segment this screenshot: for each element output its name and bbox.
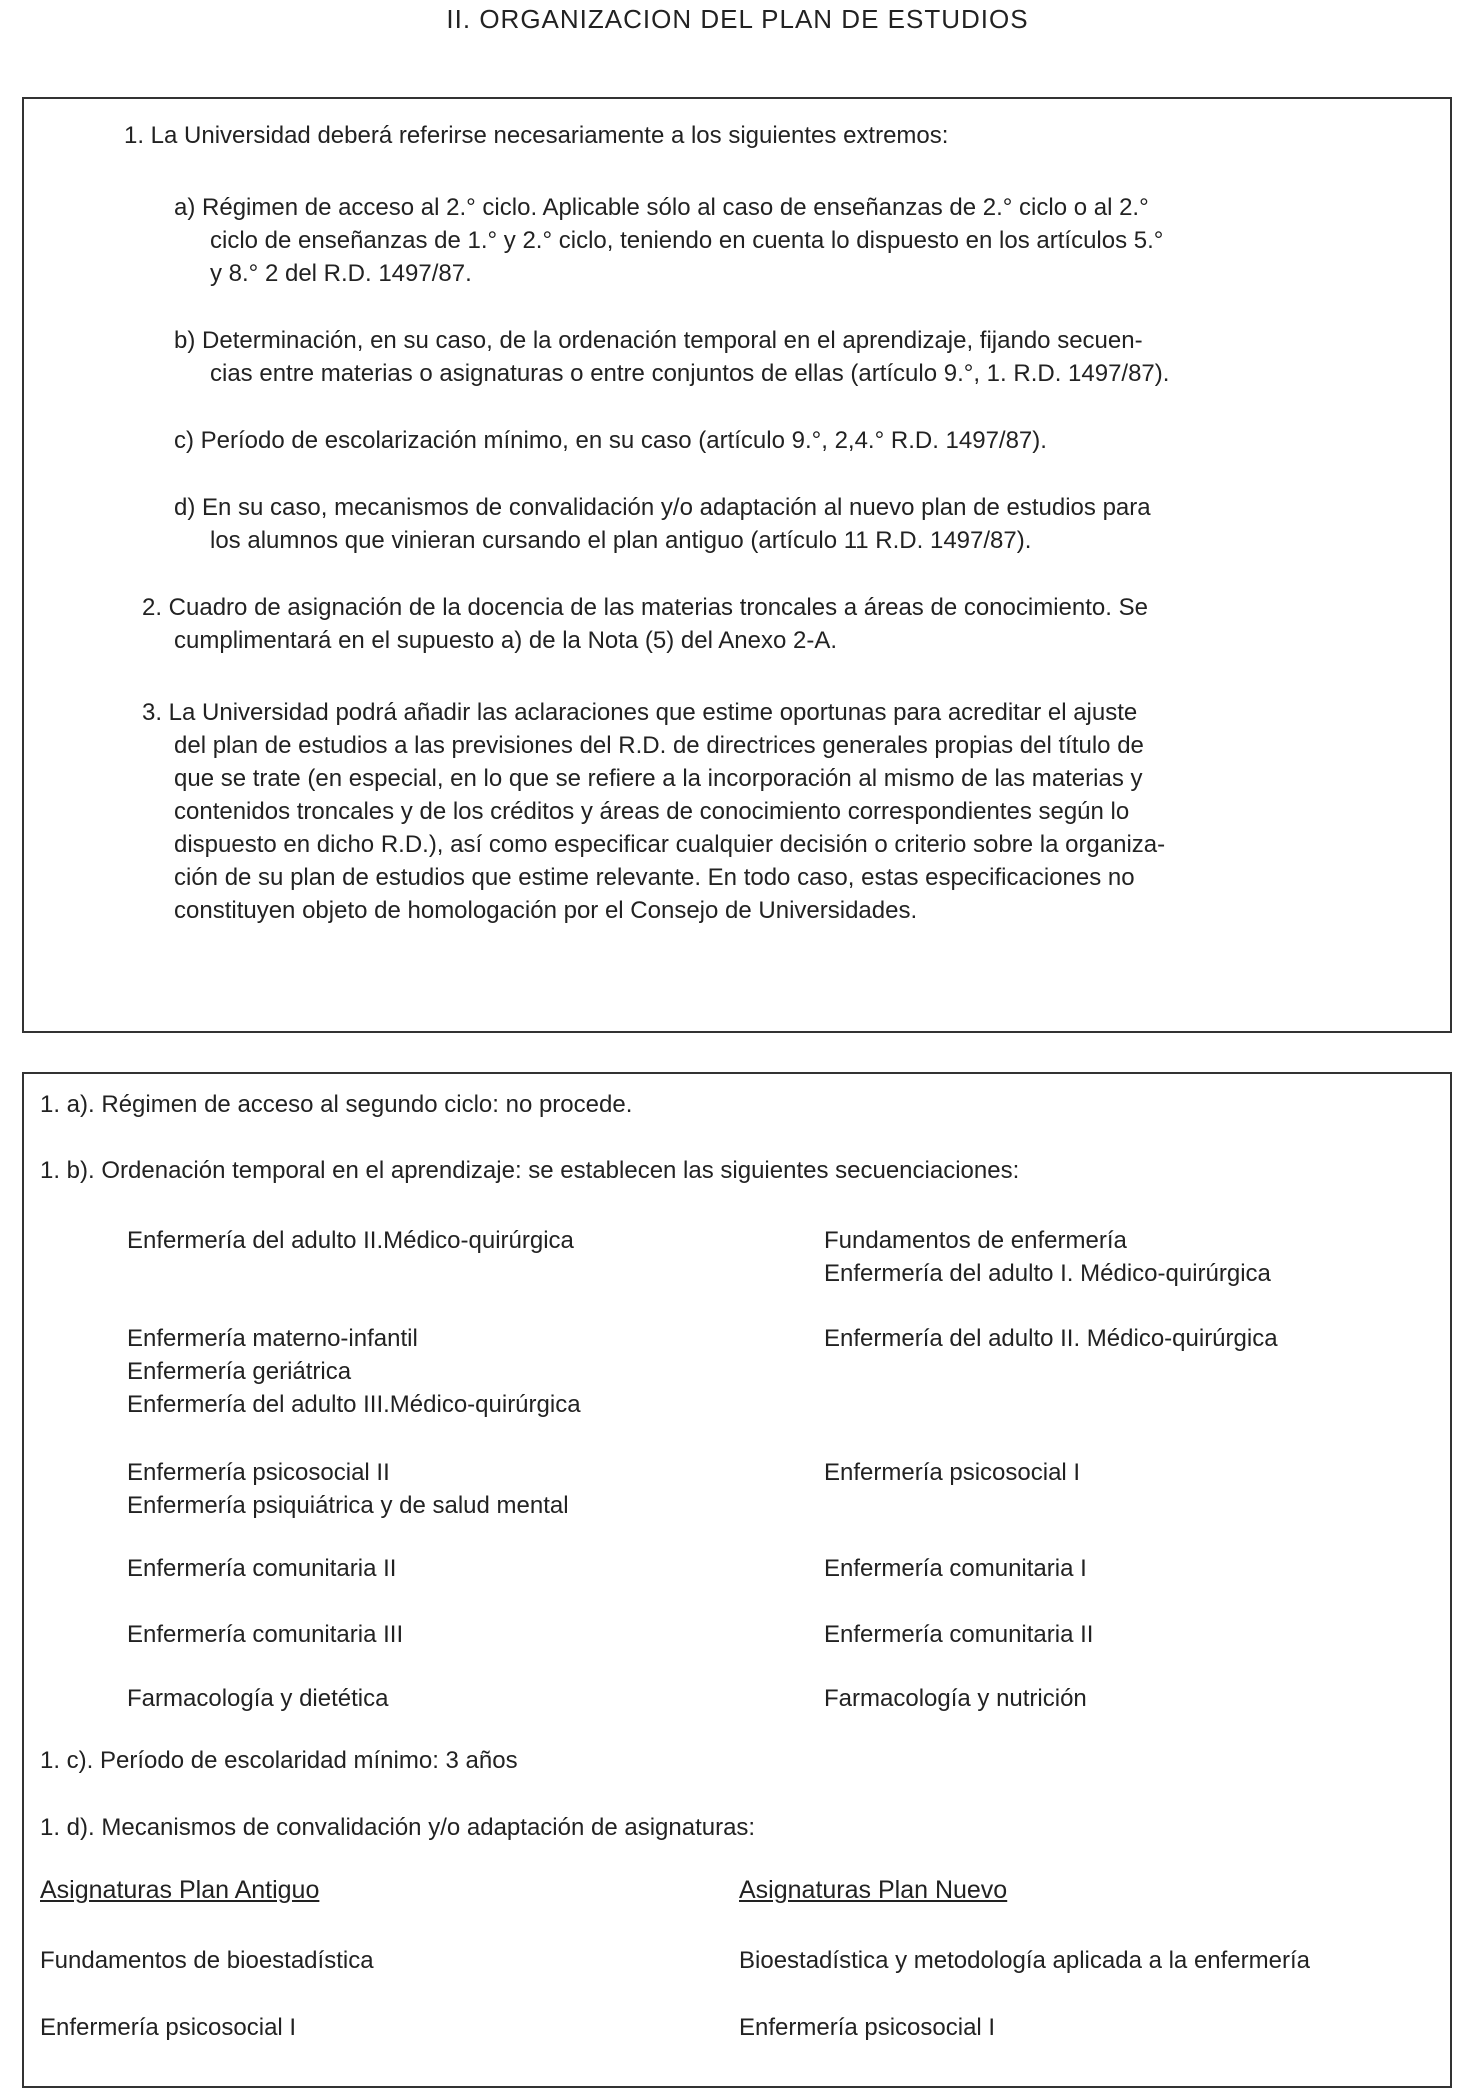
table-cell-new: Enfermería psicosocial I xyxy=(739,2014,996,2041)
seq-right-item: Enfermería psicosocial I xyxy=(824,1459,1081,1486)
table-header-new: Asignaturas Plan Nuevo xyxy=(739,1876,1008,1904)
item1d-line1: d) En su caso, mecanismos de convalidación y/o adaptación al nuevo plan de estudios para xyxy=(174,494,1151,521)
item1b-line2: cias entre materias o asignaturas o entre conjuntos de ellas (artículo 9.°, 1. R.D. 1497/87). xyxy=(210,360,1170,387)
item2-line2: cumplimentará en el supuesto a) de la Nota (5) del Anexo 2-A. xyxy=(174,627,838,654)
seq-left-item: Enfermería comunitaria III xyxy=(127,1621,404,1648)
page-title: II. ORGANIZACION DEL PLAN DE ESTUDIOS xyxy=(446,4,1029,34)
item1d-line2: los alumnos que vinieran cursando el plan antiguo (artículo 11 R.D. 1497/87). xyxy=(210,527,1032,554)
item3-line5: dispuesto en dicho R.D.), así como especificar cualquier decisión o criterio sobre la organiza- xyxy=(174,831,1166,858)
answers-box xyxy=(22,1072,1452,2088)
seq-right-item: Fundamentos de enfermería xyxy=(824,1227,1127,1254)
item3-line3: que se trate (en especial, en lo que se refiere a la incorporación al mismo de las materias y xyxy=(174,765,1143,792)
seq-right-item: Enfermería del adulto II. Médico-quirúrgica xyxy=(824,1325,1278,1352)
answer-1b: 1. b). Ordenación temporal en el aprendizaje: se establecen las siguientes secuenciaciones: xyxy=(40,1157,1020,1184)
item1a-line2: ciclo de enseñanzas de 1.° y 2.° ciclo, teniendo en cuenta lo dispuesto en los artículos 5.° xyxy=(210,227,1164,254)
table-cell-old: Enfermería psicosocial I xyxy=(40,2014,297,2041)
answer-1a: 1. a). Régimen de acceso al segundo ciclo: no procede. xyxy=(40,1091,633,1118)
seq-right-item: Enfermería del adulto I. Médico-quirúrgica xyxy=(824,1260,1271,1287)
item1-intro: 1. La Universidad deberá referirse necesariamente a los siguientes extremos: xyxy=(124,122,949,149)
seq-left-item: Enfermería geriátrica xyxy=(127,1358,352,1385)
seq-left-item: Enfermería materno-infantil xyxy=(127,1325,418,1352)
table-cell-new: Bioestadística y metodología aplicada a la enfermería xyxy=(739,1947,1310,1974)
item1a-line1: a) Régimen de acceso al 2.° ciclo. Aplicable sólo al caso de enseñanzas de 2.° ciclo o al 2.° xyxy=(174,194,1149,221)
instructions-box xyxy=(22,97,1452,1033)
item1a-line3: y 8.° 2 del R.D. 1497/87. xyxy=(210,260,472,287)
seq-right-item: Farmacología y nutrición xyxy=(824,1685,1087,1712)
seq-right-item: Enfermería comunitaria II xyxy=(824,1621,1094,1648)
seq-left-item: Enfermería del adulto III.Médico-quirúrgica xyxy=(127,1391,581,1418)
item3-line6: ción de su plan de estudios que estime relevante. En todo caso, estas especificaciones no xyxy=(174,864,1135,891)
seq-left-item: Enfermería psiquiátrica y de salud mental xyxy=(127,1492,569,1519)
table-cell-old: Fundamentos de bioestadística xyxy=(40,1947,374,1974)
item1b-line1: b) Determinación, en su caso, de la ordenación temporal en el aprendizaje, fijando secuen- xyxy=(174,327,1143,354)
item3-line4: contenidos troncales y de los créditos y áreas de conocimiento correspondientes según lo xyxy=(174,798,1130,825)
item2-line1: 2. Cuadro de asignación de la docencia de las materias troncales a áreas de conocimiento. Se xyxy=(142,594,1148,621)
answer-1c: 1. c). Período de escolaridad mínimo: 3 años xyxy=(40,1747,518,1774)
item3-line2: del plan de estudios a las previsiones del R.D. de directrices generales propias del título de xyxy=(174,732,1144,759)
item3-line1: 3. La Universidad podrá añadir las aclaraciones que estime oportunas para acreditar el ajuste xyxy=(142,699,1138,726)
seq-left-item: Enfermería del adulto II.Médico-quirúrgica xyxy=(127,1227,574,1254)
item3-line7: constituyen objeto de homologación por el Consejo de Universidades. xyxy=(174,897,918,924)
seq-left-item: Farmacología y dietética xyxy=(127,1685,389,1712)
table-header-old: Asignaturas Plan Antiguo xyxy=(40,1876,320,1904)
seq-left-item: Enfermería comunitaria II xyxy=(127,1555,397,1582)
seq-right-item: Enfermería comunitaria I xyxy=(824,1555,1087,1582)
answer-1d: 1. d). Mecanismos de convalidación y/o adaptación de asignaturas: xyxy=(40,1814,756,1841)
seq-left-item: Enfermería psicosocial II xyxy=(127,1459,390,1486)
item1c: c) Período de escolarización mínimo, en su caso (artículo 9.°, 2,4.° R.D. 1497/87). xyxy=(174,427,1047,454)
